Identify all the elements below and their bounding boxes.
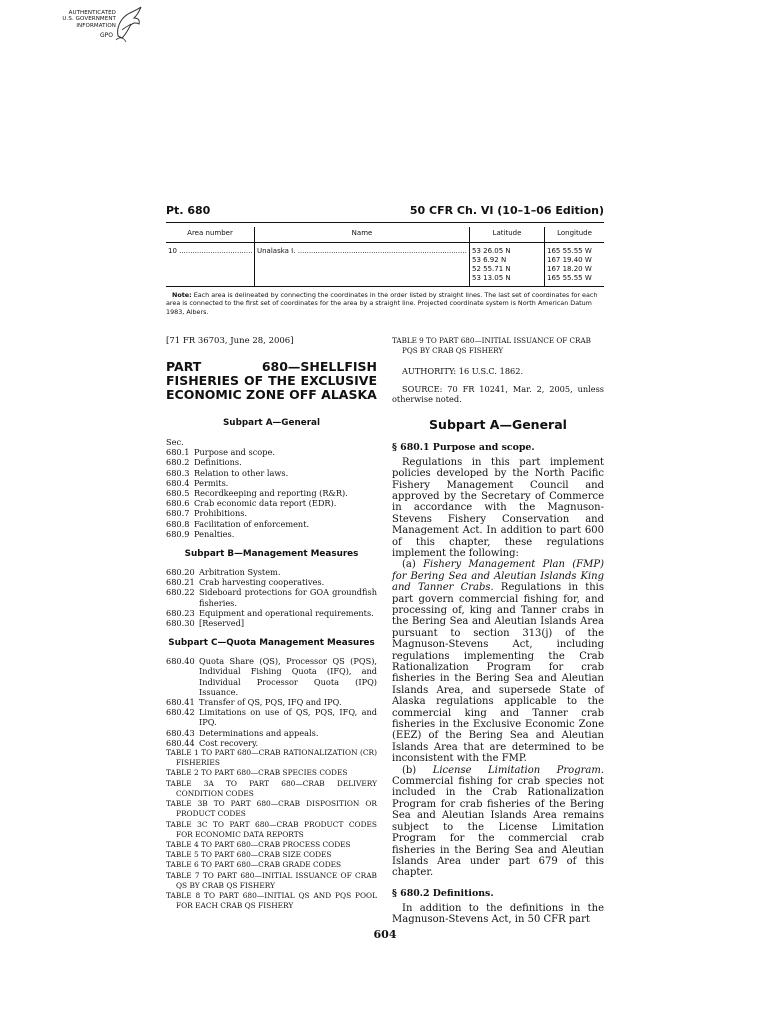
authority-note: AUTHORITY: 16 U.S.C. 1862.	[402, 366, 524, 377]
gpo-word: GPO	[100, 32, 113, 39]
latitude-value: 53 13.05 N	[472, 274, 511, 282]
running-header-title: 50 CFR Ch. VI (10–1–06 Edition)	[409, 204, 604, 217]
subpart-b-heading: Subpart B—Management Measures	[184, 549, 359, 560]
table-note-label: Note:	[172, 291, 192, 299]
appendix-table-entry: TABLE 5 TO PART 680—CRAB SIZE CODES	[166, 850, 332, 860]
toc-num: 680.23	[166, 607, 195, 618]
toc-num: 680.9	[166, 528, 190, 539]
citation: [71 FR 36703, June 28, 2006]	[166, 336, 294, 346]
toc-num: 680.1	[166, 447, 190, 458]
toc-item	[166, 468, 377, 478]
paragraph-b-text: Commercial fishing for crab species not included in the Crab Rationalization Program for crab fisheries of the Bering Sea and Aleutian Islands Area remains subject to the License Limitation Program for the commercial crab fisheries in the Bering Sea and Aleutian Islands Area under part 679 of this chapter.	[392, 776, 604, 879]
subpart-a-title: Subpart A—General	[429, 416, 567, 432]
appendix-table-entry: TABLE 7 TO PART 680—INITIAL ISSUANCE OF CRAB QS BY CRAB QS FISHERY	[166, 870, 377, 890]
toc-item	[166, 508, 377, 518]
toc-item	[166, 498, 377, 508]
section-680-1-paragraph-a	[392, 559, 604, 764]
toc-text: Cost recovery.	[199, 737, 259, 748]
toc-num: 680.2	[166, 457, 190, 468]
toc-text: Crab harvesting cooperatives.	[199, 577, 325, 588]
toc-item	[166, 529, 377, 539]
section-680-1-paragraph-b	[392, 765, 604, 879]
header-rule	[166, 222, 604, 223]
toc-num: 680.40	[166, 656, 195, 667]
section-680-2-heading: § 680.2 Definitions.	[392, 887, 494, 899]
toc-item	[166, 707, 377, 727]
table-row	[166, 243, 604, 287]
section-680-2-intro: In addition to the definitions in the Magnuson-Stevens Act, in 50 CFR part	[392, 902, 604, 926]
toc-num: 680.22	[166, 587, 195, 598]
toc-num: 680.3	[166, 467, 190, 478]
col-header-latitude: Latitude	[470, 227, 545, 243]
toc-num: 680.8	[166, 518, 190, 529]
col-header-area-number: Area number	[166, 227, 255, 243]
longitude-value: 167 18.20 W	[547, 265, 592, 273]
appendix-table-entry: TABLE 4 TO PART 680—CRAB PROCESS CODES	[166, 839, 351, 849]
latitude-value: 53 6.92 N	[472, 256, 507, 264]
toc-text: Arbitration System.	[199, 567, 281, 578]
gpo-line-2: U.S. GOVERNMENT	[62, 16, 116, 23]
cell-area-number: 10 .................................	[166, 243, 255, 287]
toc-text: Quota Share (QS), Processor QS (PQS), Individual Fishing Quota (IFQ), and Individual Processor Quota (IPQ) Issuance.	[199, 656, 377, 697]
paragraph-b-title: License Limitation Program.	[432, 764, 604, 776]
toc-item	[166, 738, 377, 748]
toc-item	[166, 618, 377, 628]
col-header-name: Name	[255, 227, 470, 243]
toc-num: 680.5	[166, 488, 190, 499]
subpart-c-toc	[166, 656, 377, 748]
table-note-text: Each area is delineated by connecting the coordinates in the order listed by straight lines. The last set of coordinates for each area is connected to the first set of coordinates for the area by a straight line. Projected coordinate system is North American Datum 1983, Albers.	[166, 291, 598, 316]
paragraph-a-text: Regulations in this part govern commercial fishing for, and processing of, king and Tanner crabs in the Bering Sea and Aleutian Islands Area pursuant to section 313(j) of the Magnuson-Stevens Act, including regulations implementing the Crab Rationalization Program for crab fisheries in the Bering Sea and Aleutian Islands Area, and supersede State of Alaska regulations applicable to the commercial king and Tanner crab fisheries in the Exclusive Economic Zone (EEZ) of the Bering Sea and Aleutian Islands Area that are determined to be inconsistent with the FMP.	[392, 582, 604, 765]
appendix-table-entry: TABLE 3A TO PART 680—CRAB DELIVERY CONDITION CODES	[166, 778, 377, 798]
latitude-value: 52 55.71 N	[472, 265, 511, 273]
appendix-table-entry: TABLE 6 TO PART 680—CRAB GRADE CODES	[166, 860, 342, 870]
sec-label: Sec.	[166, 437, 184, 447]
toc-num: 680.6	[166, 498, 190, 509]
gpo-line-1: AUTHENTICATED	[68, 10, 116, 16]
toc-text: Definitions.	[194, 457, 242, 468]
toc-item	[166, 488, 377, 498]
appendix-table-list	[166, 748, 377, 911]
toc-item	[166, 577, 377, 587]
toc-text: Purpose and scope.	[194, 447, 275, 458]
toc-item	[166, 587, 377, 607]
toc-text: [Reserved]	[199, 618, 245, 629]
toc-item	[166, 697, 377, 707]
toc-text: Determinations and appeals.	[199, 727, 319, 738]
toc-num: 680.44	[166, 737, 195, 748]
longitude-value: 165 55.55 W	[547, 274, 592, 282]
toc-num: 680.41	[166, 697, 195, 708]
toc-item	[166, 608, 377, 618]
cell-name: Unalaska I. ............................................................................	[255, 243, 470, 287]
longitude-value: 167 19.40 W	[547, 256, 592, 264]
toc-item	[166, 656, 377, 697]
paragraph-label: (a)	[402, 559, 424, 571]
part-title: PART 680—SHELLFISH FISHERIES OF THE EXCLUSIVE ECONOMIC ZONE OFF ALASKA	[166, 359, 377, 402]
right-column	[392, 336, 604, 926]
subpart-c-heading: Subpart C—Quota Management Measures	[168, 638, 375, 649]
toc-text: Sideboard protections for GOA groundfish fisheries.	[199, 587, 377, 608]
toc-text: Equipment and operational requirements.	[199, 607, 374, 618]
toc-item	[166, 728, 377, 738]
toc-num: 680.30	[166, 618, 195, 629]
toc-num: 680.21	[166, 577, 195, 588]
toc-text: Relation to other laws.	[194, 467, 289, 478]
toc-text: Permits.	[194, 477, 229, 488]
subpart-b-toc	[166, 567, 377, 628]
appendix-table-entry: TABLE 1 TO PART 680—CRAB RATIONALIZATION (CR) FISHERIES	[166, 748, 377, 768]
toc-num: 680.4	[166, 477, 190, 488]
toc-text: Prohibitions.	[194, 508, 248, 519]
eagle-icon	[114, 6, 142, 44]
toc-text: Transfer of QS, PQS, IFQ and IPQ.	[199, 697, 342, 708]
appendix-table-entry: TABLE 3C TO PART 680—CRAB PRODUCT CODES FOR ECONOMIC DATA REPORTS	[166, 819, 377, 839]
toc-num: 680.20	[166, 567, 195, 578]
toc-text: Limitations on use of QS, PQS, IFQ, and IPQ.	[199, 707, 377, 728]
section-680-1-intro: Regulations in this part implement policies developed by the North Pacific Fishery Management Council and approved by the Secretary of Commerce in accordance with the Magnuson-Stevens Fishery Conservation and Management Act. In addition to part 600 of this chapter, these regulations implement the following:	[392, 456, 604, 559]
table-note	[166, 291, 604, 316]
toc-text: Recordkeeping and reporting (R&R).	[194, 488, 348, 499]
toc-text: Facilitation of enforcement.	[194, 518, 310, 529]
toc-item	[166, 478, 377, 488]
appendix-table-entry: TABLE 8 TO PART 680—INITIAL QS AND PQS POOL FOR EACH CRAB QS FISHERY	[166, 890, 377, 911]
left-column	[166, 336, 377, 911]
cell-longitude	[545, 243, 605, 287]
appendix-table-entry: TABLE 2 TO PART 680—CRAB SPECIES CODES	[166, 768, 348, 778]
appendix-table-entry: TABLE 3B TO PART 680—CRAB DISPOSITION OR PRODUCT CODES	[166, 799, 377, 819]
subpart-a-heading: Subpart A—General	[222, 418, 321, 428]
paragraph-a-title: Fishery Management Plan (FMP) for Bering Sea and Aleutian Islands King and Tanner Crabs.	[392, 559, 604, 594]
toc-item	[166, 519, 377, 529]
toc-item	[166, 457, 377, 467]
page-number: 604	[373, 928, 397, 941]
latitude-value: 53 26.05 N	[472, 247, 511, 255]
paragraph-label: (b)	[402, 764, 433, 776]
area-coordinates-table	[166, 227, 604, 287]
toc-num: 680.42	[166, 707, 195, 718]
cell-latitude	[470, 243, 545, 287]
toc-item	[166, 567, 377, 577]
gpo-line-3: INFORMATION	[76, 22, 116, 29]
toc-text: Crab economic data report (EDR).	[194, 498, 337, 509]
toc-text: Penalties.	[194, 528, 235, 539]
toc-item	[166, 447, 377, 457]
toc-num: 680.7	[166, 508, 190, 519]
toc-num: 680.43	[166, 727, 195, 738]
gpo-authentication-seal	[60, 6, 144, 46]
col-header-longitude: Longitude	[545, 227, 605, 243]
section-680-1-heading: § 680.1 Purpose and scope.	[392, 441, 535, 453]
subpart-a-toc	[166, 437, 377, 539]
running-header-part: Pt. 680	[166, 204, 211, 217]
longitude-value: 165 55.55 W	[547, 247, 592, 255]
table-9-entry: TABLE 9 TO PART 680—INITIAL ISSUANCE OF CRAB PQS BY CRAB QS FISHERY	[392, 336, 591, 355]
source-note: SOURCE: 70 FR 10241, Mar. 2, 2005, unless otherwise noted.	[392, 383, 604, 405]
